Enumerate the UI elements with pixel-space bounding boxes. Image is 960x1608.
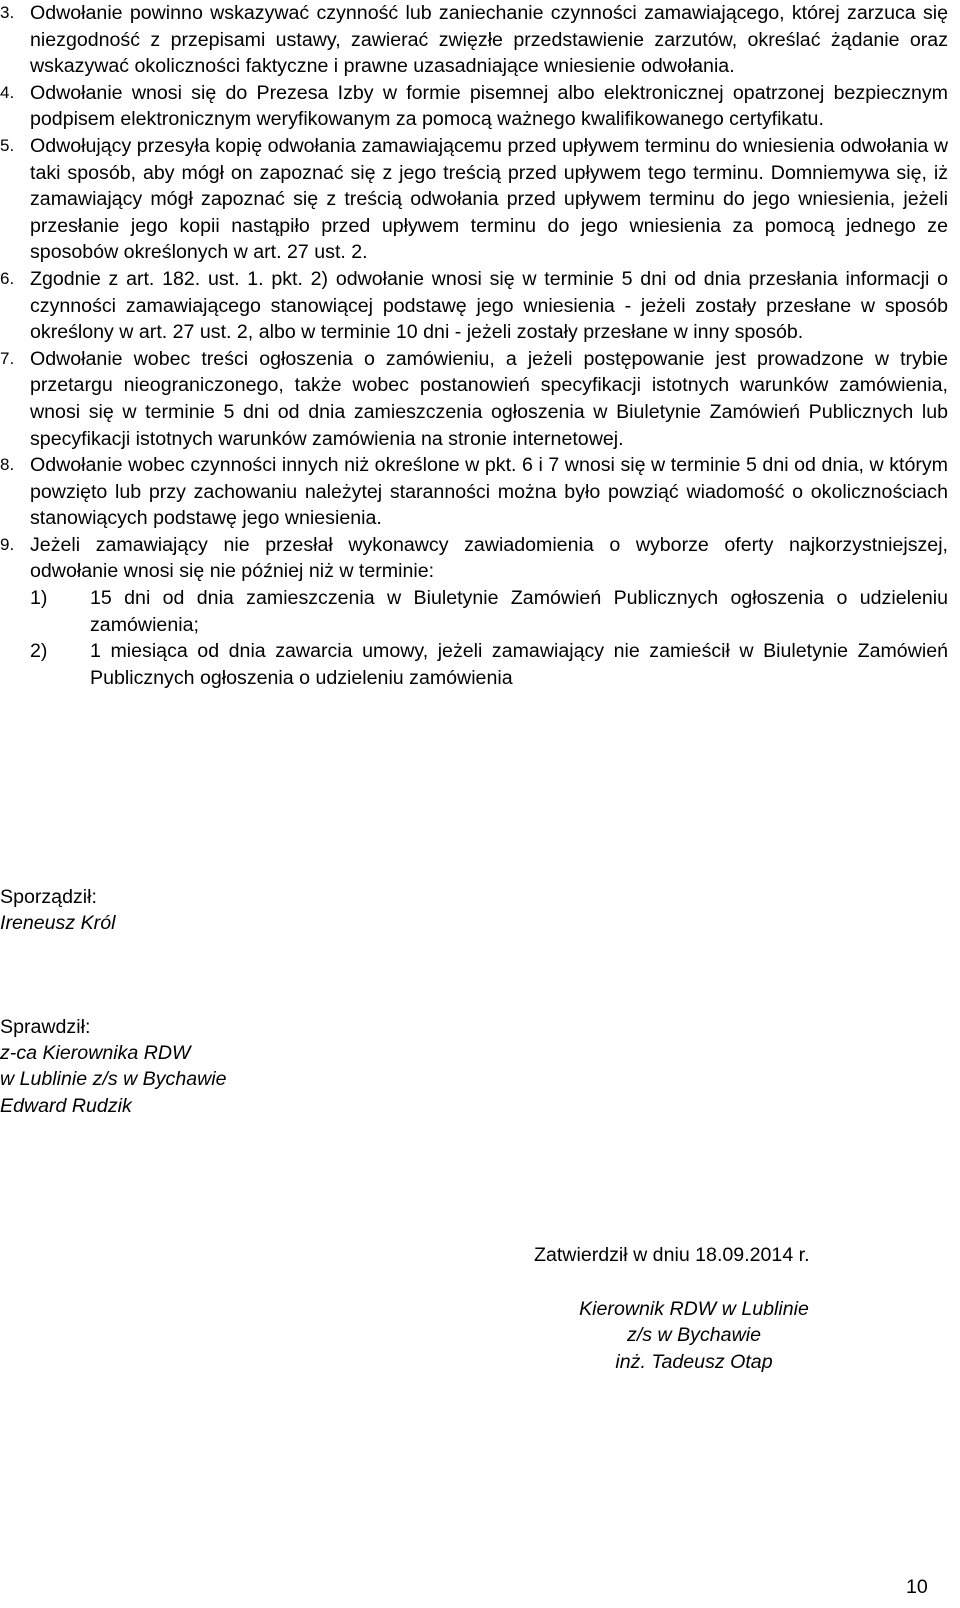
manager-line: inż. Tadeusz Otap: [615, 1350, 773, 1373]
item-text: Odwołanie wobec czynności innych niż określone w pkt. 6 i 7 wnosi się w terminie 5 dni od dnia, w którym powzięto lub przy zachowaniu należytej staranności można było powziąć wiadomość o okolicznościach stanowiących podstawę jego wniesienia.: [30, 454, 948, 530]
item-number: 8.: [0, 455, 15, 475]
sub-item-number: 1): [30, 587, 48, 610]
sub-item-text: 1 miesiąca od dnia zawarcia umowy, jeżeli zamawiający nie zamieścił w Biuletynie Zamówień Publicznych ogłoszenia o udzieleniu zamówienia: [90, 640, 948, 689]
item-text: Odwołanie powinno wskazywać czynność lub zaniechanie czynności zamawiającego, której zarzuca się niezgodność z przepisami ustawy, zawierać zwięzłe przedstawienie zarzutów, określać żądanie oraz wskazywać okoliczności faktyczne i prawne uzasadniające wniesienie odwołania.: [30, 2, 948, 78]
approval-date: Zatwierdził w dniu 18.09.2014 r.: [534, 1244, 810, 1266]
manager-line: Kierownik RDW w Lublinie: [579, 1298, 809, 1320]
list-item: [0, 266, 948, 346]
checked-by-line: Edward Rudzik: [0, 1094, 132, 1117]
list-item: [0, 452, 948, 532]
list-item: [0, 0, 948, 80]
prepared-by-name: Ireneusz Król: [0, 912, 116, 935]
page-number: 10: [906, 1576, 928, 1598]
checked-by-line: w Lublinie z/s w Bychawie: [0, 1068, 227, 1091]
sub-list-item: [30, 585, 948, 638]
checked-by-block: [0, 1014, 227, 1119]
manager-signature-block: [560, 1296, 828, 1375]
item-text: Odwołanie wobec treści ogłoszenia o zamówieniu, a jeżeli postępowanie jest prowadzone w trybie przetargu nieograniczonego, także wobec postanowień specyfikacji istotnych warunków zamówienia, wnosi się w terminie 5 dni od dnia zamieszczenia ogłoszenia w Biuletynie Zamówień Publicznych lub specyfikacji istotnych warunków zamówienia na stronie internetowej.: [30, 347, 948, 450]
list-item: [0, 133, 948, 266]
item-text: Odwołujący przesyła kopię odwołania zamawiającemu przed upływem terminu do wniesienia odwołania w taki sposób, aby mógł on zapoznać się z jego treścią przed upływem tego terminu. Domniemywa się, iż zamawiający mógł zapoznać się z treścią odwołania przed upływem terminu do jego wniesienia, jeżeli przesłanie jego kopii nastąpiło przed upływem terminu do jego wniesienia za pomocą jednego ze sposobów określonych w art. 27 ust. 2.: [30, 134, 948, 264]
prepared-by-block: [0, 884, 115, 936]
checked-by-label: Sprawdził:: [0, 1016, 91, 1038]
item-number: 9.: [0, 534, 15, 554]
item-number: 6.: [0, 268, 15, 288]
appeal-rules-list: [0, 0, 948, 691]
item-number: 5.: [0, 135, 15, 155]
list-item: [0, 80, 948, 133]
manager-line: z/s w Bychawie: [627, 1324, 761, 1347]
sub-item-text: 15 dni od dnia zamieszczenia w Biuletynie Zamówień Publicznych ogłoszenia o udzieleniu zamówienia;: [90, 587, 948, 636]
item-number: 7.: [0, 348, 15, 368]
item-number: 3.: [0, 3, 15, 22]
checked-by-line: z-ca Kierownika RDW: [0, 1042, 191, 1065]
item-text: Odwołanie wnosi się do Prezesa Izby w formie pisemnej albo elektronicznej opatrzonej bezpiecznym podpisem elektronicznym weryfikowanym za pomocą ważnego kwalifikowanego certyfikatu.: [30, 81, 948, 131]
item-text: Zgodnie z art. 182. ust. 1. pkt. 2) odwołanie wnosi się w terminie 5 dni od dnia przesłania informacji o czynności zamawiającego stanowiącej podstawę jego wniesienia - jeżeli zostały przesłane w sposób określony w art. 27 ust. 2, albo w terminie 10 dni - jeżeli zostały przesłane w inny sposób.: [30, 267, 948, 344]
item-text: Jeżeli zamawiający nie przesłał wykonawcy zawiadomienia o wyborze oferty najkorzystniejszej, odwołanie wnosi się nie później niż w terminie:: [30, 533, 948, 583]
sub-list-item: [30, 638, 948, 691]
sub-item-number: 2): [30, 640, 48, 663]
item-number: 4.: [0, 82, 15, 102]
prepared-by-label: Sporządził:: [0, 886, 97, 908]
list-item: [0, 346, 948, 452]
list-item: [0, 532, 948, 585]
